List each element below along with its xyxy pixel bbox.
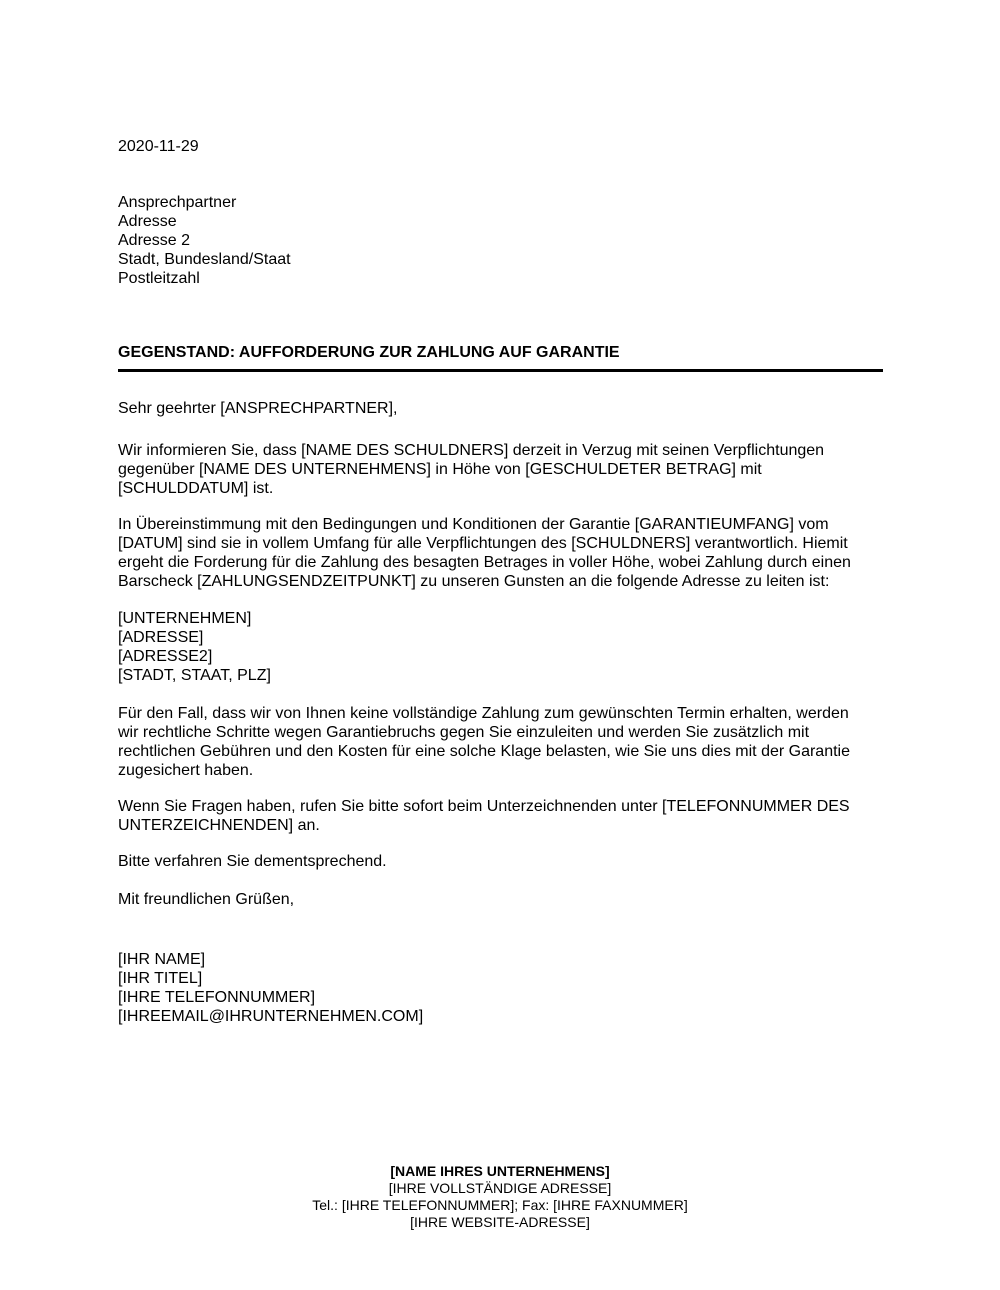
recipient-line: Adresse <box>118 213 177 230</box>
signature-block <box>118 950 423 1026</box>
payment-address <box>118 609 271 685</box>
signature-line: [IHR TITEL] <box>118 970 203 987</box>
footer-company-name: [NAME IHRES UNTERNEHMENS] <box>390 1163 610 1179</box>
paragraph-line: [DATUM] sind sie in vollem Umfang für alle Verpflichtungen des [SCHULDNERS] verantwortlich. Hiemit <box>118 535 848 552</box>
payment-address-line: [UNTERNEHMEN] <box>118 610 252 627</box>
paragraph-line: Für den Fall, dass wir von Ihnen keine vollständige Zahlung zum gewünschten Termin erhalten, werden <box>118 705 849 722</box>
payment-address-line: [STADT, STAAT, PLZ] <box>118 667 271 684</box>
recipient-line: Postleitzahl <box>118 270 200 287</box>
letter-date: 2020-11-29 <box>118 138 199 155</box>
paragraph-guarantee-demand <box>118 515 851 591</box>
salutation: Sehr geehrter [ANSPRECHPARTNER], <box>118 400 398 417</box>
closing: Mit freundlichen Grüßen, <box>118 891 295 908</box>
footer-website: [IHRE WEBSITE-ADRESSE] <box>410 1214 590 1230</box>
payment-address-line: [ADRESSE] <box>118 629 204 646</box>
paragraph-line: zugesichert haben. <box>118 762 254 779</box>
paragraph-line: ergeht die Forderung für die Zahlung des besagten Betrages in voller Höhe, wobei Zahlung durch einen <box>118 554 851 571</box>
paragraph-line: [SCHULDDATUM] ist. <box>118 480 274 497</box>
paragraph-line: Wenn Sie Fragen haben, rufen Sie bitte sofort beim Unterzeichnenden unter [TELEFONNUMMER DES <box>118 798 850 815</box>
payment-address-line: [ADRESSE2] <box>118 648 213 665</box>
paragraph-line: In Übereinstimmung mit den Bedingungen und Konditionen der Garantie [GARANTIEUMFANG] vom <box>118 516 829 533</box>
paragraph-line: Wir informieren Sie, dass [NAME DES SCHULDNERS] derzeit in Verzug mit seinen Verpflichtungen <box>118 442 825 459</box>
signature-line: [IHRE TELEFONNUMMER] <box>118 989 316 1006</box>
paragraph-line: Barscheck [ZAHLUNGSENDZEITPUNKT] zu unseren Gunsten an die folgende Adresse zu leiten ist: <box>118 573 830 590</box>
recipient-line: Stadt, Bundesland/Staat <box>118 251 291 268</box>
paragraph-line: wir rechtliche Schritte wegen Garantiebruchs gegen Sie einzuleiten und werden Sie zusätzlich mit <box>118 724 810 741</box>
signature-line: [IHR NAME] <box>118 951 206 968</box>
signature-line: [IHREEMAIL@IHRUNTERNEHMEN.COM] <box>118 1008 424 1025</box>
paragraph-questions <box>118 797 850 835</box>
footer-address: [IHRE VOLLSTÄNDIGE ADRESSE] <box>388 1180 612 1196</box>
subject-line: GEGENSTAND: AUFFORDERUNG ZUR ZAHLUNG AUF GARANTIE <box>118 344 620 361</box>
subject-divider <box>118 369 883 372</box>
recipient-line: Adresse 2 <box>118 232 191 249</box>
paragraph-line: gegenüber [NAME DES UNTERNEHMENS] in Höhe von [GESCHULDETER BETRAG] mit <box>118 461 762 478</box>
letter-footer <box>0 1163 1000 1231</box>
paragraph-line: rechtlichen Gebühren und den Kosten für eine solche Klage belasten, wie Sie uns dies mit der Garantie <box>118 743 850 760</box>
footer-phone-fax: Tel.: [IHRE TELEFONNUMMER]; Fax: [IHRE FAXNUMMER] <box>312 1197 688 1213</box>
paragraph-line: UNTERZEICHNENDEN] an. <box>118 817 320 834</box>
recipient-address <box>118 193 291 288</box>
recipient-line: Ansprechpartner <box>118 194 237 211</box>
paragraph-legal-action <box>118 704 850 780</box>
paragraph-default-notice <box>118 441 824 498</box>
paragraph-proceed: Bitte verfahren Sie dementsprechend. <box>118 853 387 870</box>
